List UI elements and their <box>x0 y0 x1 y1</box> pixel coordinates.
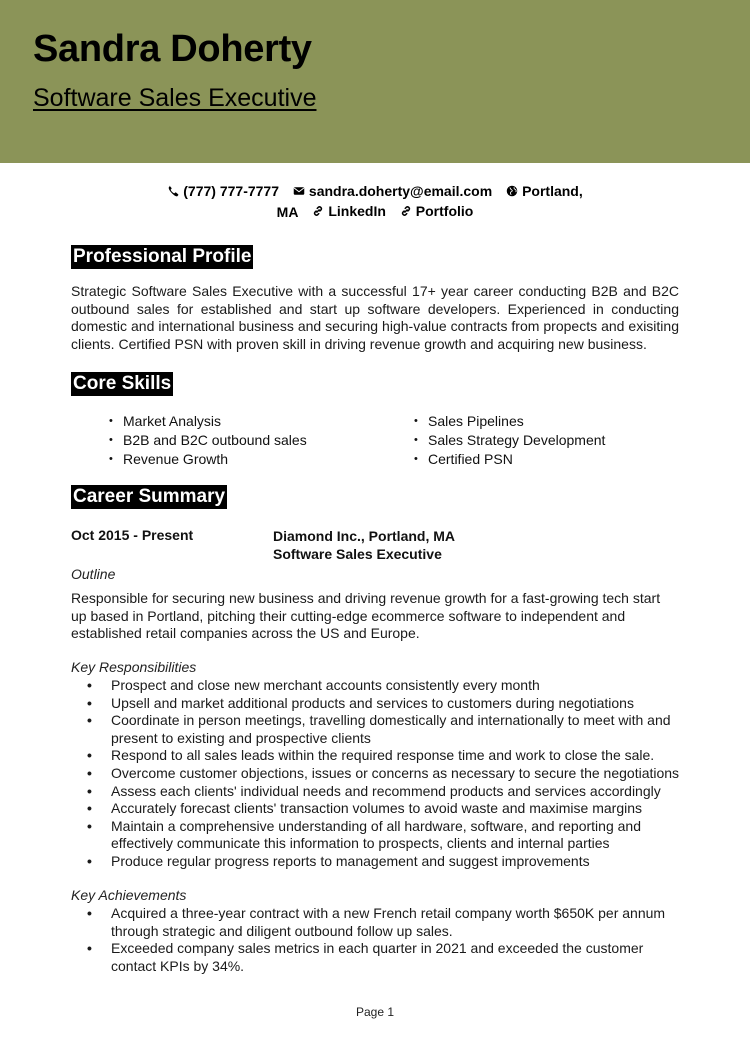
list-item: • Coordinate in person meetings, travelling domestically and internationally to meet with and present to existing and prospective clients <box>87 712 687 747</box>
list-item: • Exceeded company sales metrics in each quarter in 2021 and exceeded the customer contact KPIs by 34%. <box>87 940 687 975</box>
list-item: • Assess each clients' individual needs and recommend products and services accordingly <box>87 783 687 801</box>
globe-icon <box>506 185 518 197</box>
achievements-list <box>87 905 687 975</box>
achievements-label: Key Achievements <box>71 887 187 903</box>
skill-item: • Revenue Growth <box>109 450 307 469</box>
candidate-title: Software Sales Executive <box>33 84 317 112</box>
contact-line-1 <box>150 181 600 202</box>
profile-text: Strategic Software Sales Executive with a successful 17+ year career conducting B2B and B2C outbound sales for established and start up software developers. Experienced in conducting domestic and international business and securing high-value contracts from propects and exisiting clients. Certified PSN with proven skill in driving revenue growth and acquiring new business. <box>71 283 679 352</box>
phone-icon <box>167 185 179 197</box>
skills-list-left <box>109 412 307 469</box>
phone-text: (777) 777-7777 <box>183 183 280 199</box>
list-item: • Prospect and close new merchant accounts consistently every month <box>87 677 687 695</box>
contact-line-2 <box>150 201 600 222</box>
skills-list-right <box>414 412 605 469</box>
location-text-2: MA <box>276 204 299 220</box>
link-icon <box>400 205 412 217</box>
responsibilities-list <box>87 677 687 871</box>
contact-location-cont <box>277 202 299 222</box>
outline-label: Outline <box>71 566 116 582</box>
job-company: Diamond Inc., Portland, MA <box>273 528 456 544</box>
page-number: Page 1 <box>355 1005 395 1019</box>
list-item: • Produce regular progress reports to management and suggest improvements <box>87 853 687 871</box>
linkedin-link[interactable]: LinkedIn <box>328 203 386 219</box>
list-item: • Respond to all sales leads within the required response time and work to close the sale. <box>87 747 687 765</box>
job-dates: Oct 2015 - Present <box>71 527 194 543</box>
list-item: • Overcome customer objections, issues or concerns as necessary to secure the negotiations <box>87 765 687 783</box>
skill-item: • B2B and B2C outbound sales <box>109 431 307 450</box>
skill-item: • Market Analysis <box>109 412 307 431</box>
email-text: sandra.doherty@email.com <box>308 183 493 199</box>
link-icon <box>312 205 324 217</box>
contact-phone[interactable] <box>167 181 279 201</box>
skill-item: • Sales Strategy Development <box>414 431 605 450</box>
contact-linkedin[interactable] <box>312 201 386 221</box>
job-role: Software Sales Executive <box>273 546 442 562</box>
profile-heading: Professional Profile <box>73 246 252 267</box>
list-item: • Maintain a comprehensive understanding of all hardware, software, and reporting and effectively communicate this information to prospects, clients and internal parties <box>87 818 687 853</box>
skill-item: • Sales Pipelines <box>414 412 605 431</box>
header-band <box>0 0 750 163</box>
job-company-block <box>273 527 455 563</box>
portfolio-link[interactable]: Portfolio <box>415 203 474 219</box>
contact-portfolio[interactable] <box>400 201 474 221</box>
skills-heading: Core Skills <box>73 373 172 394</box>
list-item: • Acquired a three-year contract with a new French retail company worth $650K per annum through strategic and diligent outbound follow up sales. <box>87 905 687 940</box>
candidate-name: Sandra Doherty <box>33 28 312 70</box>
career-heading: Career Summary <box>73 486 226 507</box>
skill-item: • Certified PSN <box>414 450 605 469</box>
list-item: • Accurately forecast clients' transaction volumes to avoid waste and maximise margins <box>87 800 687 818</box>
location-text-1: Portland, <box>522 183 583 199</box>
contact-email[interactable] <box>293 181 492 201</box>
envelope-icon <box>293 185 305 197</box>
contact-location <box>506 181 583 201</box>
responsibilities-label: Key Responsibilities <box>71 659 197 675</box>
outline-text: Responsible for securing new business and driving revenue growth for a fast-growing tech start up based in Portland, pitching their cutting-edge ecommerce software to independent and established retail companies across the US and Europe. <box>71 590 661 642</box>
list-item: • Upsell and market additional products and services to customers during negotiations <box>87 695 687 713</box>
